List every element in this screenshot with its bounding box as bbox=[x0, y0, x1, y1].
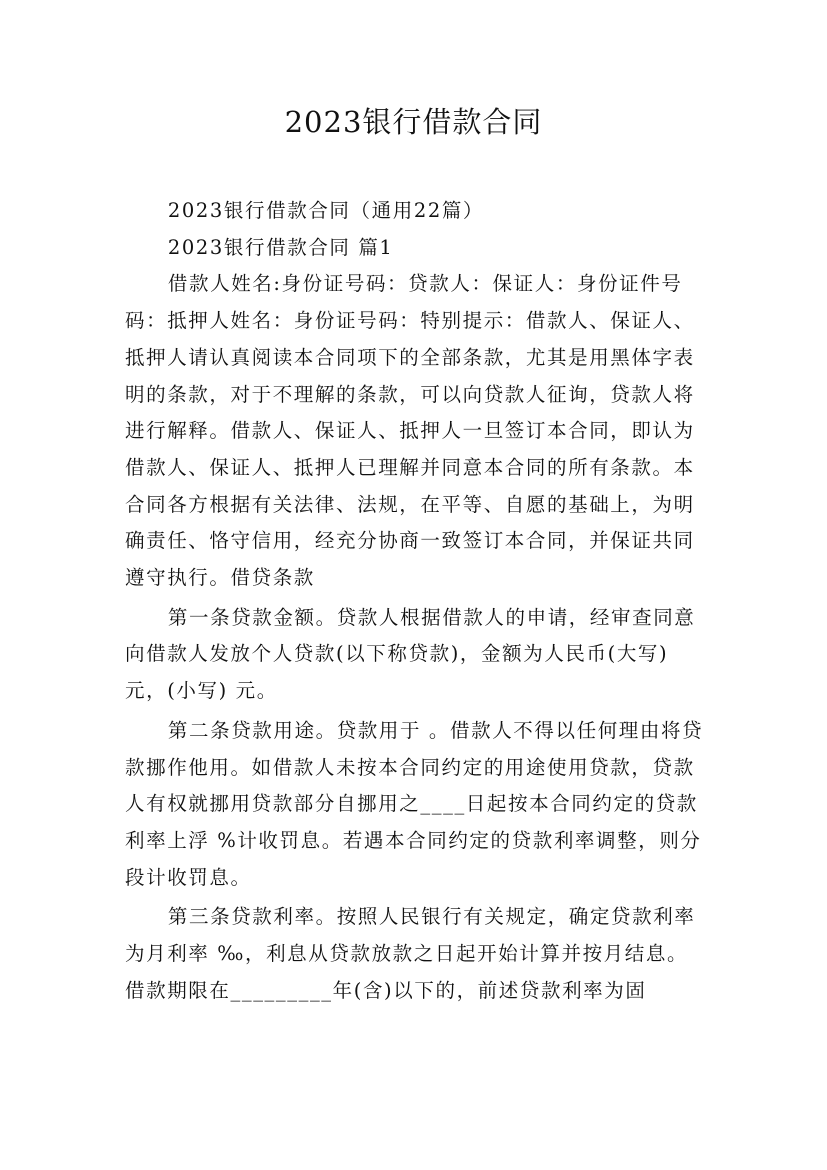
section-heading: 2023银行借款合同 篇1 bbox=[167, 235, 394, 259]
doc-subtitle: 2023银行借款合同（通用22篇） bbox=[167, 199, 485, 222]
preamble-paragraph: 借款人姓名:身份证号码：贷款人：保证人：身份证件号码：抵押人姓名：身份证号码：特别提示：借款人、保证人、抵押人请认真阅读本合同项下的全部条款，尤其是用黑体字表明的条款，对于不理解的条款，可以向贷款人征询，贷款人将进行解释。借款人、保证人、抵押人一旦签订本合同，即认为借款人、保证人、抵押人已理解并同意本合同的所有条款。本合同各方根据有关法律、法规，在平等、自愿的基础上，为明确责任、恪守信用，经充分协商一致签订本合同，并保证共同遵守执行。借贷条款 bbox=[125, 272, 695, 590]
article-3-paragraph: 第三条贷款利率。按照人民银行有关规定，确定贷款利率为月利率 ‰，利息从贷款放款之日起开始计算并按月结息。借款期限在_________年(含)以下的，前述贷款利率为固 bbox=[125, 905, 696, 1002]
article-2-paragraph: 第二条贷款用途。贷款用于 。借款人不得以任何理由将贷款挪作他用。如借款人未按本合同约定的用途使用贷款，贷款人有权就挪用贷款部分自挪用之____日起按本合同约定的贷款利率上浮 %计收罚息。若遇本合同约定的贷款利率调整，则分段计收罚息。 bbox=[125, 718, 704, 889]
document-title: 2023银行借款合同 bbox=[284, 105, 543, 139]
article-1-paragraph: 第一条贷款金额。贷款人根据借款人的申请，经审查同意向借款人发放个人贷款(以下称贷款)，金额为人民币(大写) 元，(小写) 元。 bbox=[125, 605, 696, 703]
document-body bbox=[125, 193, 705, 1009]
